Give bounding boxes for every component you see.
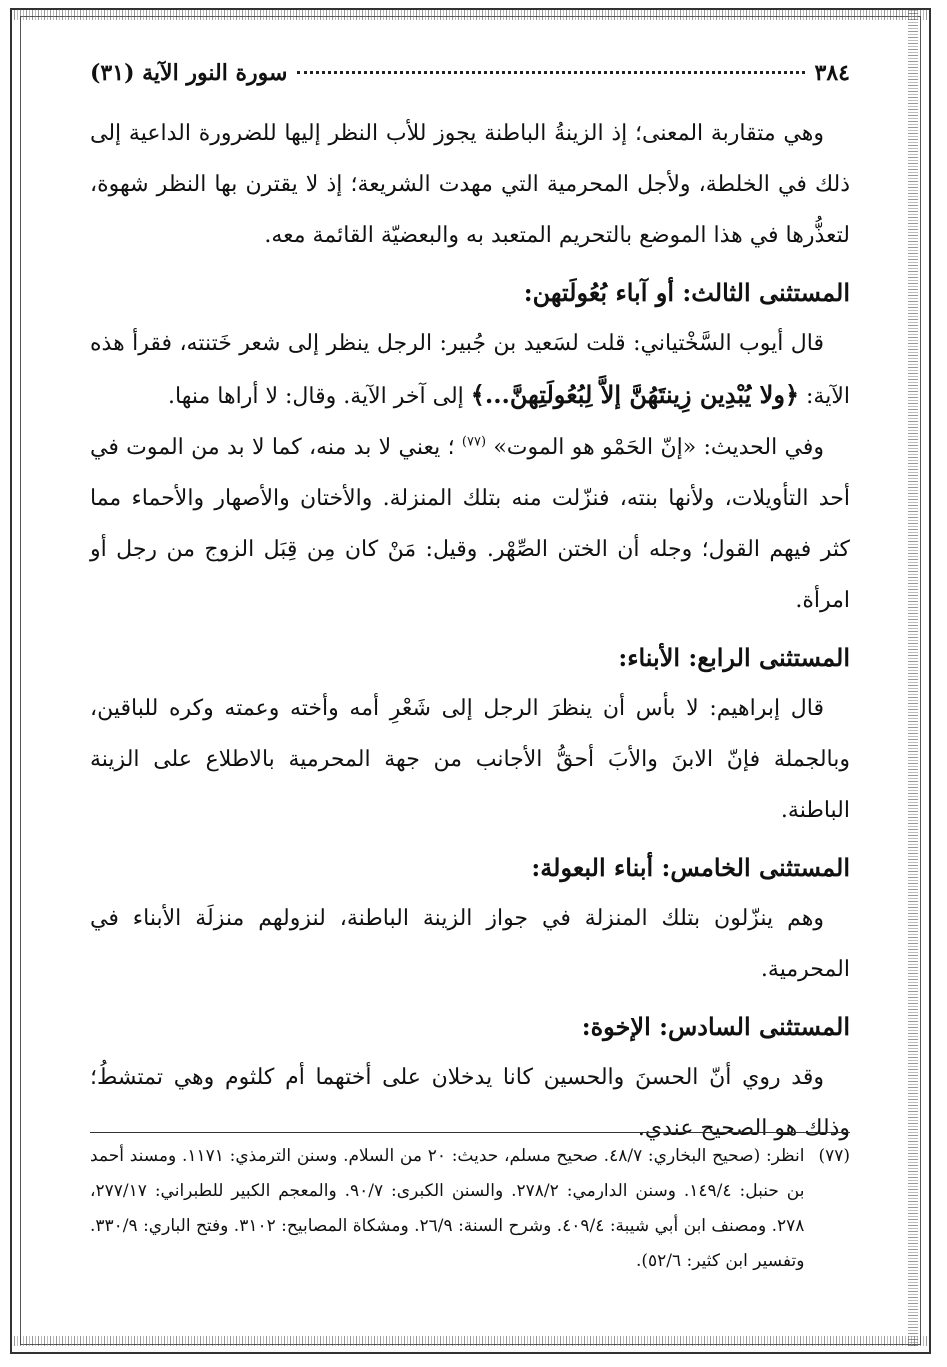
- footnote-77: [90, 1139, 850, 1279]
- section-heading-4: المستثنى الرابع: الأبناء:: [618, 643, 850, 672]
- header-leader-dots: [297, 71, 804, 74]
- paragraph-2-text-a: قال أيوب السَّخْتياني: قلت لسَعيد بن جُبير: الرجل ينظر إلى شعر خَتنته، فقرأ هذه الآية:: [90, 331, 850, 409]
- section-heading-6: المستثنى السادس: الإخوة:: [581, 1012, 850, 1041]
- decorative-border-top: [14, 10, 927, 20]
- footnote-text: انظر: (صحيح البخاري: ٤٨/٧. صحيح مسلم، حديث: ٢٠ من السلام. وسنن الترمذي: ١١٧١. ومسند أحمد بن حنبل: ١٤٩/٤. وسنن الدارمي: ٢٧٨/٢. والسنن الكبرى: ٩٠/٧. والمعجم الكبير للطبراني: ٢٧٧/١٧، ٢٧٨. ومصنف ابن أبي شيبة: ٤٠٩/٤. وشرح السنة: ٢٦/٩. ومشكاة المصابيح: ٣١٠٢. وفتح الباري: ٣٣٠/٩. وتفسير ابن كثير: ٥٢/٦).: [90, 1146, 805, 1271]
- section-heading-5: المستثنى الخامس: أبناء البعولة:: [531, 853, 850, 882]
- page-number: ٣٨٤: [814, 60, 850, 86]
- paragraph-3-text-b: ؛ يعني لا بد منه، كما لا بد من الموت في أحد التأويلات، ولأنها بنته، فنزّلت منه بتلك المنزلة. والأختان والأصهار والأحماء مما كثر فيهم القول؛ وجله أن الختن الصِّهْر. وقيل: مَنْ كان مِن قِبَل الزوج من رجل أو امرأة.: [90, 435, 850, 613]
- footnote-reference: (٧٧): [461, 434, 487, 450]
- paragraph-1: وهي متقاربة المعنى؛ إذ الزينةُ الباطنة يجوز للأب النظر إليها للضرورة الداعية إلى ذلك في الخلطة، ولأجل المحرمية التي مهدت الشريعة؛ إذ لا يقترن بها النظر شهوة، لتعذُّرها في هذا الموضع بالتحريم المتعبد به والبعضيّة القائمة معه.: [90, 121, 850, 248]
- paragraph-2-text-b: إلى آخر الآية. وقال: لا أراها منها.: [168, 384, 464, 409]
- paragraph-4: قال إبراهيم: لا بأس أن ينظرَ الرجل إلى شَعْرِ أمه وأخته وعمته وكره للباقين، وبالجملة فإنّ الابنَ والأبَ أحقُّ الأجانب من جهة المحرمية بالاطلاع على الزينة الباطنة.: [90, 696, 850, 823]
- footnotes: [90, 1132, 850, 1279]
- paragraph-5: وهم ينزّلون بتلك المنزلة في جواز الزينة الباطنة، لنزولهم منزلَة الأبناء في المحرمية.: [90, 906, 850, 982]
- running-title: سورة النور الآية (٣١): [90, 60, 288, 86]
- footnote-number: (٧٧): [818, 1146, 850, 1166]
- decorative-border-bottom: [14, 1336, 927, 1346]
- paragraph-3: [90, 422, 850, 626]
- page-content: [90, 60, 850, 1154]
- section-heading-3: المستثنى الثالث: أو آباء بُعُولَتهن:: [523, 278, 850, 307]
- paragraph-2: [90, 318, 850, 422]
- paragraph-6: وقد روي أنّ الحسنَ والحسين كانا يدخلان على أختهما أم كلثوم وهي تمتشطُ؛ وذلك هو الصحيح عندي.: [90, 1065, 850, 1141]
- paragraph-3-text-a: وفي الحديث: «إنّ الحَمْو هو الموت»: [493, 435, 824, 460]
- decorative-border-right: [908, 10, 918, 1346]
- quranic-verse: ﴿ولا يُبْدِين زِينتَهُنَّ إلاَّ لِبُعُولَتِهنَّ...﴾: [470, 380, 799, 409]
- running-header: [90, 60, 850, 108]
